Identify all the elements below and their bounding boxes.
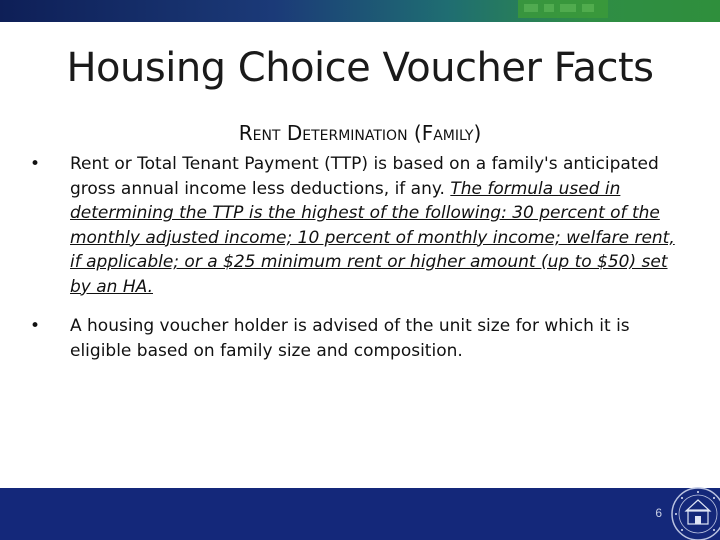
bullet-marker: • [30, 316, 41, 336]
bullet-text [70, 152, 680, 299]
bullet-plain-text: Rent or Total Tenant Payment (TTP) is based on a family's anticipated gross annual income less deductions, if any. [70, 154, 659, 199]
bullet-marker: • [30, 154, 41, 174]
bullet-item-rent-ttp [30, 152, 680, 299]
bullet-item-unit-size [30, 314, 680, 363]
page-number: 6 [655, 506, 662, 520]
bullet-text: A housing voucher holder is advised of the unit size for which it is eligible based on family size and composition. [70, 316, 630, 361]
section-subheading: Rent Determination (Family) [238, 121, 482, 145]
bottom-banner [0, 488, 720, 540]
slide-title: Housing Choice Voucher Facts [66, 45, 654, 91]
top-banner [0, 0, 720, 22]
bullet-emphasis-text: The formula used in determining the TTP is the highest of the following: 30 percent of the monthly adjusted income; 10 percent of monthly income; welfare rent, if applicable; or a $25 minimum rent or higher amount (up to $50) set by an HA. [70, 178, 675, 297]
department-seal-icon [664, 486, 720, 540]
banner-accent-tab [518, 0, 608, 18]
